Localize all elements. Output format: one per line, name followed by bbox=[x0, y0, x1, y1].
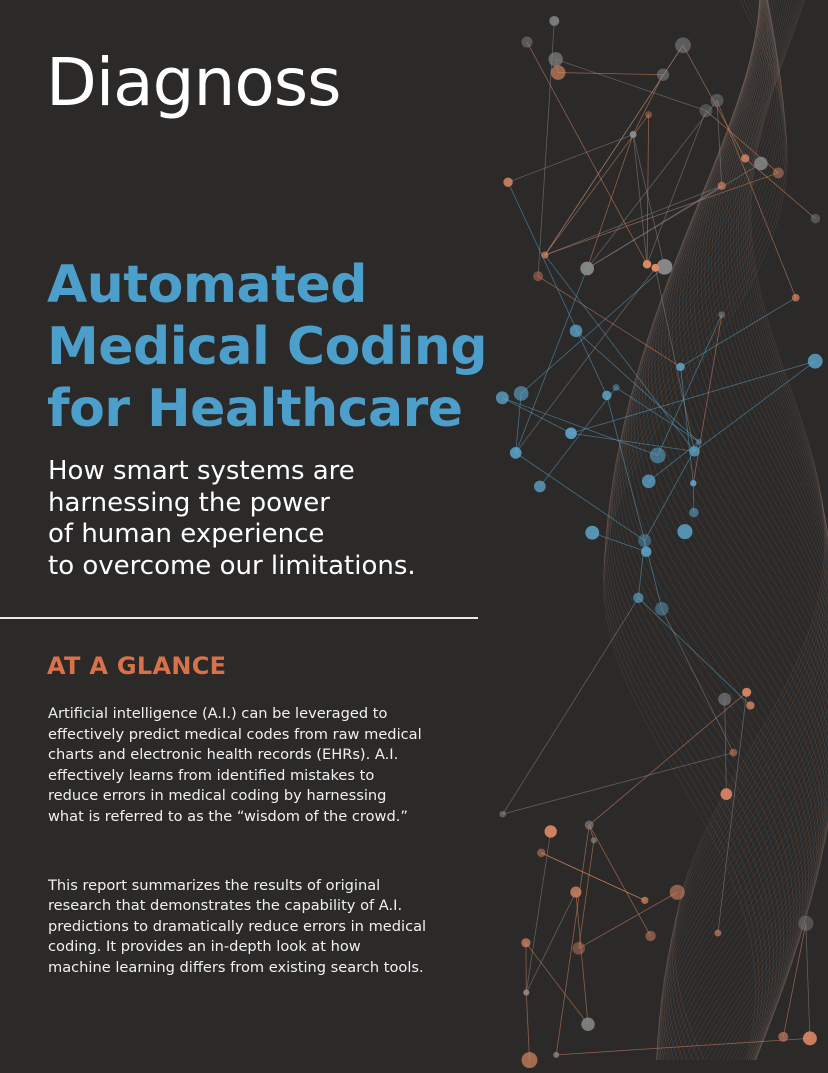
network-edge bbox=[587, 135, 633, 269]
network-node bbox=[537, 849, 545, 857]
network-edge bbox=[579, 892, 677, 948]
text-line: predictions to dramatically reduce errors in medical bbox=[48, 917, 427, 935]
network-edge bbox=[538, 276, 680, 367]
network-edge bbox=[658, 315, 722, 456]
network-node bbox=[580, 262, 594, 276]
network-node bbox=[689, 446, 699, 456]
network-edge bbox=[662, 609, 733, 753]
text-line: what is referred to as the “wisdom of the crowd.” bbox=[48, 807, 408, 825]
network-edge bbox=[633, 75, 663, 135]
network-node bbox=[572, 942, 585, 955]
subtitle-line: How smart systems are bbox=[48, 456, 355, 486]
network-edge bbox=[718, 692, 747, 933]
network-edge bbox=[508, 182, 607, 395]
network-node bbox=[549, 16, 559, 26]
network-edge bbox=[587, 100, 717, 268]
network-node bbox=[778, 1032, 788, 1042]
network-node bbox=[677, 524, 692, 539]
text-line: This report summarizes the results of original bbox=[48, 876, 381, 894]
network-node bbox=[714, 930, 721, 937]
network-node bbox=[570, 887, 581, 898]
network-node bbox=[676, 363, 684, 371]
network-edge bbox=[526, 943, 588, 1024]
network-node bbox=[773, 167, 784, 178]
network-node bbox=[548, 52, 562, 66]
network-node bbox=[808, 354, 823, 369]
network-edge bbox=[655, 268, 694, 452]
network-node bbox=[710, 94, 723, 107]
network-node bbox=[741, 154, 749, 162]
network-node bbox=[638, 534, 651, 547]
network-edge bbox=[527, 42, 647, 264]
network-node bbox=[655, 602, 669, 616]
network-node bbox=[570, 325, 583, 338]
subtitle-line: harnessing the power bbox=[48, 487, 330, 518]
network-node bbox=[514, 386, 529, 401]
network-edge bbox=[647, 111, 706, 265]
subtitle bbox=[48, 456, 416, 582]
network-node bbox=[534, 481, 546, 493]
text-line: research that demonstrates the capability of A.I. bbox=[48, 897, 403, 915]
network-edge bbox=[516, 268, 656, 453]
network-node bbox=[521, 938, 530, 947]
network-node bbox=[642, 474, 656, 488]
network-edge bbox=[556, 59, 706, 110]
network-edge bbox=[806, 923, 810, 1038]
network-node bbox=[533, 271, 543, 281]
network-node bbox=[523, 989, 529, 995]
network-edge bbox=[541, 853, 645, 900]
wave-line bbox=[631, 0, 816, 1060]
network-edge bbox=[508, 135, 633, 183]
divider bbox=[0, 617, 478, 619]
network-node bbox=[803, 1031, 817, 1045]
text-line: coding. It provides an in-depth look at how bbox=[48, 938, 361, 956]
network-node bbox=[643, 260, 651, 268]
network-edge bbox=[502, 398, 571, 433]
network-node bbox=[657, 68, 669, 80]
network-node bbox=[690, 480, 696, 486]
network-node bbox=[811, 214, 820, 223]
network-node bbox=[510, 447, 522, 459]
network-node bbox=[591, 837, 597, 843]
text-line: reduce errors in medical coding by harnessing bbox=[48, 787, 387, 805]
network-node bbox=[718, 182, 726, 190]
wave-line bbox=[629, 0, 814, 1060]
network-node bbox=[699, 104, 712, 117]
network-node bbox=[746, 701, 754, 709]
subtitle-line: to overcome our limitations. bbox=[48, 550, 416, 581]
network-node bbox=[718, 311, 725, 318]
network-node bbox=[565, 427, 577, 439]
network-edge bbox=[589, 825, 650, 936]
wave-line bbox=[622, 0, 806, 1060]
network-node bbox=[585, 526, 599, 540]
network-edge bbox=[638, 598, 750, 706]
text-line: Artificial intelligence (A.I.) can be leveraged to bbox=[48, 705, 388, 722]
network-edge bbox=[681, 298, 796, 367]
network-edge bbox=[576, 892, 588, 1024]
network-node bbox=[754, 157, 768, 171]
network-edge bbox=[633, 135, 647, 265]
network-node bbox=[602, 391, 611, 400]
network-edge bbox=[540, 388, 616, 487]
network-node bbox=[541, 251, 548, 258]
network-node bbox=[613, 384, 620, 391]
network-edge bbox=[725, 699, 727, 794]
network-edge bbox=[556, 1038, 810, 1055]
network-node bbox=[581, 1018, 595, 1032]
network-edge bbox=[516, 393, 521, 452]
text-line: machine learning differs from existing search tools. bbox=[48, 958, 424, 976]
network-node bbox=[496, 391, 509, 404]
network-node bbox=[499, 811, 506, 818]
network-edge bbox=[579, 840, 594, 948]
network-edge bbox=[526, 993, 529, 1061]
network-edge bbox=[587, 163, 761, 268]
network-node bbox=[553, 1052, 559, 1058]
subtitle-line: of human experience bbox=[48, 519, 325, 549]
text-line: charts and electronic health records (EHRs). A.I. bbox=[48, 746, 399, 764]
text-line: effectively learns from identified mistakes to bbox=[48, 766, 375, 784]
network-node bbox=[798, 916, 813, 931]
network-node bbox=[645, 111, 652, 118]
network-node bbox=[651, 264, 659, 272]
network-node bbox=[729, 749, 737, 757]
network-node bbox=[522, 1052, 538, 1068]
diagnoss-logo: Diagnoss bbox=[46, 44, 341, 121]
network-node bbox=[521, 37, 532, 48]
title-line: Medical Coding bbox=[47, 317, 488, 377]
network-node bbox=[696, 439, 702, 445]
network-edge bbox=[503, 598, 639, 814]
network-node bbox=[545, 825, 557, 837]
network-edge bbox=[558, 73, 663, 75]
network-node bbox=[721, 788, 733, 800]
network-node bbox=[585, 821, 594, 830]
page-title bbox=[47, 254, 487, 440]
network-node bbox=[630, 131, 637, 138]
network-node bbox=[650, 447, 666, 463]
section-body bbox=[48, 688, 426, 995]
title-line: for Healthcare bbox=[47, 379, 463, 439]
network-node bbox=[675, 37, 691, 53]
network-node bbox=[551, 65, 566, 80]
network-node bbox=[641, 546, 652, 557]
network-edge bbox=[589, 692, 746, 825]
network-node bbox=[645, 931, 655, 941]
text-line: effectively predict medical codes from raw medical bbox=[48, 725, 422, 743]
network-node bbox=[633, 593, 643, 603]
network-node bbox=[792, 294, 800, 302]
network-node bbox=[689, 508, 699, 518]
network-node bbox=[742, 688, 751, 697]
network-edge bbox=[503, 753, 734, 815]
network-node bbox=[670, 885, 685, 900]
network-node bbox=[718, 693, 731, 706]
title-line: Automated bbox=[47, 255, 367, 315]
network-node bbox=[503, 177, 512, 186]
section-heading: AT A GLANCE bbox=[47, 652, 227, 680]
network-edge bbox=[693, 315, 721, 483]
network-node bbox=[641, 897, 648, 904]
